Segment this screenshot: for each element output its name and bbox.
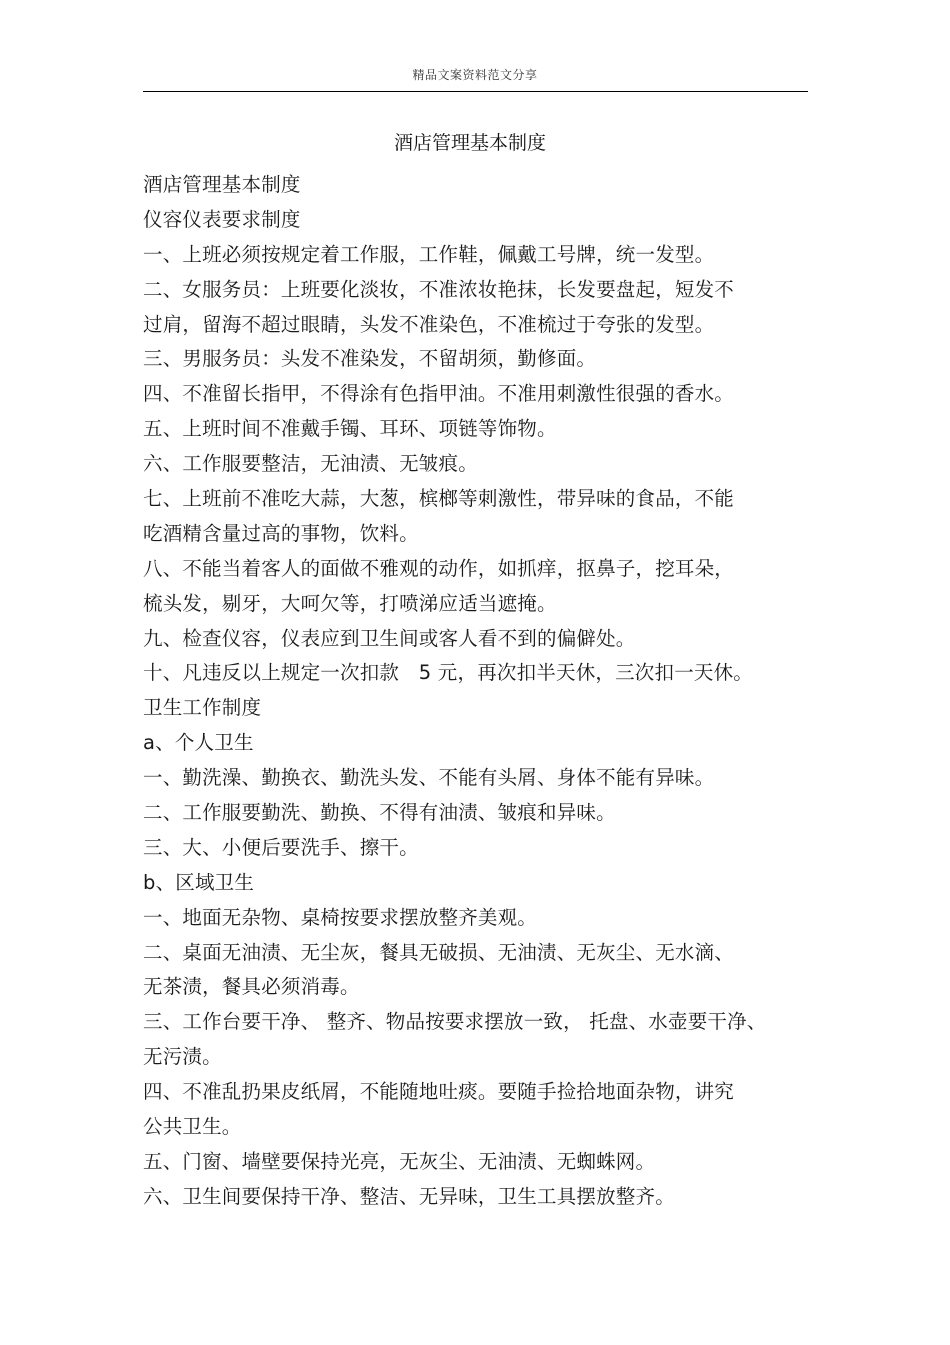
text-line: 二、工作服要勤洗、勤换、不得有油渍、皱痕和异味。: [143, 801, 616, 825]
header-divider: [143, 91, 808, 92]
text-line: 二、女服务员：上班要化淡妆，不准浓妆艳抹，长发要盘起，短发不: [143, 277, 735, 301]
text-line: 吃酒精含量过高的事物，饮料。: [143, 521, 419, 545]
text-line: 梳头发，剔牙，大呵欠等，打喷涕应适当遮掩。: [143, 591, 557, 615]
text-line: 三、大、小便后要洗手、擦干。: [143, 835, 419, 859]
text-line: 仪容仪表要求制度: [143, 207, 301, 231]
page-header: 精品文案资料范文分享: [412, 68, 538, 82]
text-line: 四、不准乱扔果皮纸屑，不能随地吐痰。要随手捡拾地面杂物，讲究: [143, 1080, 735, 1104]
document-title: 酒店管理基本制度: [393, 132, 546, 154]
subsection-heading: a、个人卫生: [143, 731, 254, 755]
text-line: 十、凡违反以上规定一次扣款 5 元，再次扣半天休，三次扣一天休。: [143, 661, 754, 685]
text-line: 公共卫生。: [143, 1115, 242, 1139]
text-line: 三、男服务员：头发不准染发，不留胡须，勤修面。: [143, 347, 597, 371]
text-line: 一、地面无杂物、桌椅按要求摆放整齐美观。: [143, 905, 538, 929]
section-heading: 卫生工作制度: [143, 696, 262, 720]
text-line: 三、工作台要干净、 整齐、物品按要求摆放一致， 托盘、水壶要干净、: [143, 1010, 767, 1034]
text-line: 九、检查仪容，仪表应到卫生间或客人看不到的偏僻处。: [143, 626, 636, 650]
document-body: [143, 168, 843, 1215]
text-line: 酒店管理基本制度: [143, 173, 301, 196]
text-line: 五、上班时间不准戴手镯、耳环、项链等饰物。: [143, 417, 557, 441]
text-line: 七、上班前不准吃大蒜，大葱，槟榔等刺激性，带异味的食品，不能: [143, 487, 735, 511]
text-line: 过肩，留海不超过眼睛，头发不准染色，不准梳过于夸张的发型。: [143, 312, 715, 336]
text-line: 八、不能当着客人的面做不雅观的动作，如抓痒，抠鼻子，挖耳朵，: [143, 556, 735, 580]
text-line: 无茶渍，餐具必须消毒。: [143, 975, 360, 999]
text-line: 二、桌面无油渍、无尘灰，餐具无破损、无油渍、无灰尘、无水滴、: [143, 940, 735, 964]
text-line: 六、工作服要整洁，无油渍、无皱痕。: [143, 452, 478, 476]
text-line: 五、门窗、墙壁要保持光亮，无灰尘、无油渍、无蜘蛛网。: [143, 1149, 656, 1173]
text-line: 六、卫生间要保持干净、整洁、无异味，卫生工具摆放整齐。: [143, 1184, 675, 1208]
text-line: 四、不准留长指甲，不得涂有色指甲油。不准用刺激性很强的香水。: [143, 382, 735, 406]
text-line: 一、勤洗澡、勤换衣、勤洗头发、不能有头屑、身体不能有异味。: [143, 766, 715, 790]
text-line: 一、上班必须按规定着工作服，工作鞋，佩戴工号牌，统一发型。: [143, 242, 715, 266]
text-line: 无污渍。: [143, 1045, 222, 1069]
subsection-heading: b、区域卫生: [143, 870, 255, 894]
